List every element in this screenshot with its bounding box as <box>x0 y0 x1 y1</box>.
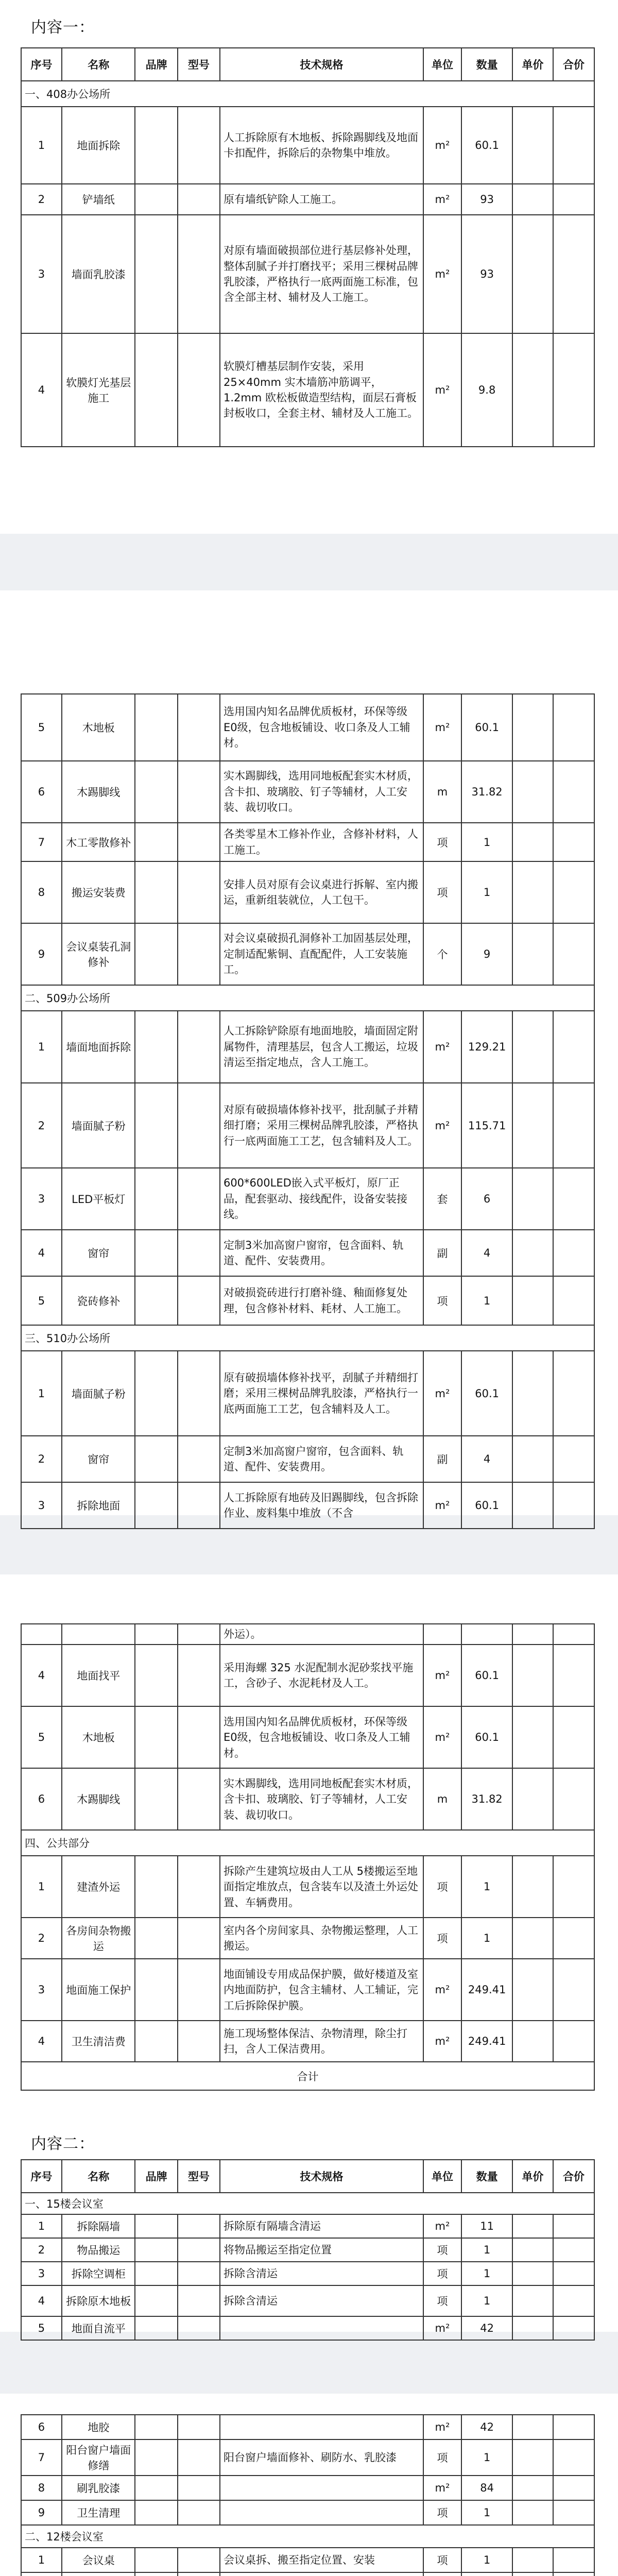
table-row <box>21 184 594 215</box>
page-gap <box>0 2332 618 2394</box>
cell-spec: 外运）。 <box>220 1624 423 1645</box>
cell-qty: 60.1 <box>461 1706 512 1768</box>
col-header: 名称 <box>62 48 135 81</box>
cell-no: 3 <box>21 2262 62 2285</box>
cell-spec: 拆除含清运 <box>220 2262 423 2285</box>
cell-qty: 249.41 <box>461 2021 512 2062</box>
section-label: 二、12楼会议室 <box>21 2525 594 2548</box>
table-row <box>21 1230 594 1276</box>
cell-spec <box>220 2476 423 2500</box>
col-header: 技术规格 <box>220 48 423 81</box>
cell-name: 窗帘 <box>62 1230 135 1276</box>
cell-spec: 阳台窗户墙面修补、刷防水、乳胶漆 <box>220 2439 423 2476</box>
total-label: 合计 <box>21 2062 594 2090</box>
table-row <box>21 2262 594 2285</box>
cell-no: 1 <box>21 1351 62 1436</box>
cell-unit: m² <box>423 333 462 447</box>
col-header: 单价 <box>512 2160 553 2193</box>
quote-table-3 <box>21 1623 595 2091</box>
table-row <box>21 2548 594 2572</box>
cell-name: 木地板 <box>62 1706 135 1768</box>
table-row <box>21 2316 594 2340</box>
cell-no: 1 <box>21 2548 62 2572</box>
cell-qty: 93 <box>461 215 512 333</box>
cell-name: 建渣外运 <box>62 1856 135 1918</box>
quote-table-5 <box>21 2414 595 2576</box>
cell-spec: 施工现场整体保洁、杂物清理，除尘打扫，含人工保洁费用。 <box>220 2021 423 2062</box>
col-header: 单位 <box>423 2160 462 2193</box>
cell-name: 瓷砖修补 <box>62 1276 135 1325</box>
section-label: 四、公共部分 <box>21 1830 594 1856</box>
cell-name: 地胶 <box>62 2415 135 2439</box>
table-row <box>21 2439 594 2476</box>
cell-name: 各房间杂物搬运 <box>62 1918 135 1959</box>
cell-unit: 项 <box>423 2262 462 2285</box>
cell-no: 2 <box>21 1083 62 1168</box>
cell-unit: 个 <box>423 923 462 985</box>
cell-qty: 129.21 <box>461 1011 512 1083</box>
col-header: 型号 <box>178 2160 220 2193</box>
cell-unit: 项 <box>423 2500 462 2525</box>
col-header: 单位 <box>423 48 462 81</box>
table-row <box>21 1083 594 1168</box>
cell-unit: 项 <box>423 2548 462 2572</box>
section-label: 一、15楼会议室 <box>21 2193 594 2214</box>
section-row <box>21 985 594 1011</box>
section-row <box>21 2525 594 2548</box>
cell-name: 拆除空调柜 <box>62 2262 135 2285</box>
cell-qty: 249.41 <box>461 1959 512 2021</box>
cell-unit: m <box>423 1768 462 1830</box>
cell-spec: 软膜灯槽基层制作安装，采用 25×40mm 实木墙筋冲筋调平，1.2mm 欧松板做造型结构，面层石膏板封板收口，全套主材、辅材及人工施工。 <box>220 333 423 447</box>
cell-spec: 安排人员对原有会议桌进行拆解、室内搬运，重新组装就位，人工包干。 <box>220 861 423 923</box>
cell-name: 木踢脚线 <box>62 1768 135 1830</box>
cell-no: 2 <box>21 2238 62 2262</box>
cell-name: 物品搬运 <box>62 2238 135 2262</box>
cell-no <box>21 2572 62 2576</box>
col-header: 序号 <box>21 2160 62 2193</box>
cell-spec: 地面铺设专用成品保护膜，做好楼道及室内地面防护，包含主辅材、人工辅证，完工后拆除保护膜。 <box>220 1959 423 2021</box>
col-header: 单价 <box>512 48 553 81</box>
table-row <box>21 1959 594 2021</box>
cell-unit: m² <box>423 694 462 761</box>
cell-unit: m² <box>423 2021 462 2062</box>
cell-name: 卫生清洁费 <box>62 2021 135 2062</box>
cell-no: 3 <box>21 215 62 333</box>
col-header: 品牌 <box>135 48 177 81</box>
cell-qty: 1 <box>461 823 512 861</box>
cell-qty: 1 <box>461 2285 512 2316</box>
cell-unit: m² <box>423 215 462 333</box>
cell-no: 8 <box>21 2476 62 2500</box>
cell-no: 5 <box>21 1706 62 1768</box>
total-row <box>21 2062 594 2090</box>
cell-unit: 项 <box>423 1276 462 1325</box>
header-row <box>21 48 594 81</box>
cell-qty: 60.1 <box>461 1645 512 1706</box>
cell-unit: m² <box>423 1482 462 1529</box>
col-header: 技术规格 <box>220 2160 423 2193</box>
cell-spec <box>220 2572 423 2576</box>
section-label: 一、408办公场所 <box>21 81 594 107</box>
page-1 <box>0 0 618 534</box>
cell-name: 墙面乳胶漆 <box>62 215 135 333</box>
cell-spec: 室内各个房间家具、杂物搬运整理，人工搬运。 <box>220 1918 423 1959</box>
cell-qty: 60.1 <box>461 107 512 184</box>
cell-name: 木踢脚线 <box>62 761 135 823</box>
cell-spec: 实木踢脚线，选用同地板配套实木材质，含卡扣、玻璃胶、钉子等辅材，人工安装、裁切收口。 <box>220 761 423 823</box>
cell-unit: m² <box>423 1083 462 1168</box>
quote-table-1 <box>21 47 595 447</box>
cell-no: 1 <box>21 1011 62 1083</box>
cell-qty: 60.1 <box>461 1351 512 1436</box>
cell-qty: 6 <box>461 1168 512 1230</box>
table-row <box>21 1768 594 1830</box>
section-label: 三、510办公场所 <box>21 1325 594 1351</box>
table-row <box>21 1645 594 1706</box>
cell-no: 9 <box>21 923 62 985</box>
col-header: 名称 <box>62 2160 135 2193</box>
cell-unit: m² <box>423 184 462 215</box>
cell-spec: 人工拆除原有地砖及旧踢脚线，包含拆除作业、废料集中堆放（不含 <box>220 1482 423 1529</box>
table-row <box>21 2214 594 2238</box>
cell-name: 墙面腻子粉 <box>62 1083 135 1168</box>
section-row <box>21 1325 594 1351</box>
table-row <box>21 1351 594 1436</box>
cell-qty: 9 <box>461 923 512 985</box>
cell-qty: 1 <box>461 2238 512 2262</box>
cell-name: 地面找平 <box>62 1645 135 1706</box>
cell-name: 软膜灯光基层施工 <box>62 333 135 447</box>
cell-unit: m² <box>423 2415 462 2439</box>
quote-table-2 <box>21 693 595 1529</box>
cell-no: 4 <box>21 2021 62 2062</box>
cell-no: 4 <box>21 2285 62 2316</box>
cell-qty: 9.8 <box>461 333 512 447</box>
cell-no: 4 <box>21 1230 62 1276</box>
cell-qty: 31.82 <box>461 1768 512 1830</box>
section-row <box>21 81 594 107</box>
cell-spec: 对会议桌破损孔洞修补工加固基层处理，定制适配紫铜、直配配件，人工安装施工。 <box>220 923 423 985</box>
cell-qty: 115.71 <box>461 1083 512 1168</box>
cell-spec <box>220 2500 423 2525</box>
content-one-title: 内容一： <box>31 19 95 37</box>
table-row <box>21 1482 594 1529</box>
table-row <box>21 1168 594 1230</box>
cell-spec: 拆除产生建筑垃圾由人工从 5楼搬运至地面指定堆放点，包含装车以及渣土外运处置、车辆费用。 <box>220 1856 423 1918</box>
cell-no: 7 <box>21 2439 62 2476</box>
table-row <box>21 107 594 184</box>
cell-unit: 项 <box>423 2238 462 2262</box>
quote-table-4 <box>21 2159 595 2341</box>
cell-unit: 项 <box>423 1918 462 1959</box>
cell-qty: 60.1 <box>461 1482 512 1529</box>
cell-spec: 定制3米加高窗户窗帘，包含面料、轨道、配件、安装费用。 <box>220 1436 423 1482</box>
cell-name: 阳台窗户墙面修缮 <box>62 2439 135 2476</box>
table-row <box>21 923 594 985</box>
table-row <box>21 1856 594 1918</box>
table-row <box>21 1706 594 1768</box>
cell-qty: 1 <box>461 1918 512 1959</box>
page-2 <box>0 590 618 1519</box>
col-header: 序号 <box>21 48 62 81</box>
cell-qty: 1 <box>461 2262 512 2285</box>
cell-unit: 项 <box>423 1856 462 1918</box>
col-header: 数量 <box>461 48 512 81</box>
cell-qty: 1 <box>461 1276 512 1325</box>
cell-qty: 31.82 <box>461 761 512 823</box>
cell-qty: 1 <box>461 2439 512 2476</box>
cell-spec: 各类零星木工修补作业，含修补材料，人工施工。 <box>220 823 423 861</box>
cell-name: 地面自流平 <box>62 2316 135 2340</box>
cell-unit: m² <box>423 107 462 184</box>
cell-name: 墙面腻子粉 <box>62 1351 135 1436</box>
cell-qty: 60.1 <box>461 694 512 761</box>
cell-no: 1 <box>21 2214 62 2238</box>
cell-unit: m <box>423 761 462 823</box>
cell-spec <box>220 2415 423 2439</box>
col-header: 品牌 <box>135 2160 177 2193</box>
cell-no: 3 <box>21 1959 62 2021</box>
cell-no: 9 <box>21 2500 62 2525</box>
cell-name: 会议桌 <box>62 2548 135 2572</box>
cell-no: 5 <box>21 694 62 761</box>
cell-spec: 原有破损墙体修补找平，刮腻子并精细打磨；采用三棵树品牌乳胶漆，严格执行一底两面施工工艺，包含辅料及人工。 <box>220 1351 423 1436</box>
cell-unit: m² <box>423 1959 462 2021</box>
cell-no: 2 <box>21 184 62 215</box>
cell-qty: 4 <box>461 1436 512 1482</box>
col-header: 合价 <box>553 2160 594 2193</box>
table-row <box>21 1011 594 1083</box>
cell-qty: 84 <box>461 2476 512 2500</box>
cell-unit: 副 <box>423 1230 462 1276</box>
cell-qty: 93 <box>461 184 512 215</box>
cell-name: 拆除隔墙 <box>62 2214 135 2238</box>
cell-unit: 项 <box>423 861 462 923</box>
cell-no: 3 <box>21 1482 62 1529</box>
page-gap <box>0 534 618 590</box>
content-two-title: 内容二： <box>31 2135 95 2153</box>
cell-spec: 采用海螺 325 水泥配制水泥砂浆找平施工，含砂子、水泥耗材及人工。 <box>220 1645 423 1706</box>
cell-unit: m² <box>423 1706 462 1768</box>
cell-unit: m² <box>423 1011 462 1083</box>
section-row <box>21 2193 594 2214</box>
cell-qty: 42 <box>461 2316 512 2340</box>
header-row <box>21 2160 594 2193</box>
cell-spec: 人工拆除原有木地板、拆除踢脚线及地面卡扣配件，拆除后的杂物集中堆放。 <box>220 107 423 184</box>
table-row <box>21 1276 594 1325</box>
cell-no: 4 <box>21 333 62 447</box>
cell-no: 8 <box>21 861 62 923</box>
table-row <box>21 2500 594 2525</box>
table-row-continued <box>21 1624 594 1645</box>
col-header: 合价 <box>553 48 594 81</box>
cell-name: 地面施工保护 <box>62 1959 135 2021</box>
table-row <box>21 2285 594 2316</box>
cell-name: 卫生清理 <box>62 2500 135 2525</box>
cell-unit: m² <box>423 1645 462 1706</box>
cell-spec: 拆除含清运 <box>220 2285 423 2316</box>
cell-name: 墙面地面拆除 <box>62 1011 135 1083</box>
cell-name: LED平板灯 <box>62 1168 135 1230</box>
cell-no: 1 <box>21 1856 62 1918</box>
cell-qty: 1 <box>461 2500 512 2525</box>
cell-spec: 对原有墙面破损部位进行基层修补处理，整体刮腻子并打磨找平；采用三棵树品牌乳胶漆，严格执行一底两面施工标准，包含全部主材、辅材及人工施工。 <box>220 215 423 333</box>
cell-spec: 原有墙纸铲除人工施工。 <box>220 184 423 215</box>
cell-no: 3 <box>21 1168 62 1230</box>
table-row <box>21 861 594 923</box>
cell-spec: 实木踢脚线，选用同地板配套实木材质，含卡扣、玻璃胶、钉子等辅材，人工安装、裁切收口。 <box>220 1768 423 1830</box>
cell-unit: m² <box>423 1351 462 1436</box>
table-row <box>21 1918 594 1959</box>
cell-spec: 对破损瓷砖进行打磨补缝、釉面修复处理，包含修补材料、耗材、人工施工。 <box>220 1276 423 1325</box>
cell-no: 5 <box>21 1276 62 1325</box>
table-row <box>21 2572 594 2576</box>
cell-unit: 副 <box>423 1436 462 1482</box>
cell-qty: 1 <box>461 2548 512 2572</box>
cell-name: 拆除原木地板 <box>62 2285 135 2316</box>
col-header: 数量 <box>461 2160 512 2193</box>
cell-qty: 1 <box>461 1856 512 1918</box>
cell-no: 1 <box>21 107 62 184</box>
table-row <box>21 2021 594 2062</box>
cell-name: 窗帘 <box>62 1436 135 1482</box>
cell-qty <box>461 2572 512 2576</box>
cell-no: 7 <box>21 823 62 861</box>
cell-unit: m² <box>423 2316 462 2340</box>
table-row <box>21 215 594 333</box>
cell-no: 4 <box>21 1645 62 1706</box>
cell-name: 拆除地面 <box>62 1482 135 1529</box>
cell-spec: 选用国内知名品牌优质板材，环保等级E0级，包含地板铺设、收口条及人工辅材。 <box>220 694 423 761</box>
cell-no: 2 <box>21 1436 62 1482</box>
section-label: 二、509办公场所 <box>21 985 594 1011</box>
cell-unit <box>423 2572 462 2576</box>
cell-name: 地面拆除 <box>62 107 135 184</box>
cell-no: 2 <box>21 1918 62 1959</box>
table-row <box>21 823 594 861</box>
table-row <box>21 761 594 823</box>
cell-name: 刷乳胶漆 <box>62 2476 135 2500</box>
cell-name: 会议桌装孔洞修补 <box>62 923 135 985</box>
table-row <box>21 694 594 761</box>
section-row <box>21 1830 594 1856</box>
cell-spec: 选用国内知名品牌优质板材，环保等级E0级，包含地板铺设、收口条及人工辅材。 <box>220 1706 423 1768</box>
table-row <box>21 333 594 447</box>
cell-no: 6 <box>21 761 62 823</box>
cell-no: 5 <box>21 2316 62 2340</box>
cell-qty: 11 <box>461 2214 512 2238</box>
table-row <box>21 2415 594 2439</box>
cell-spec: 人工拆除铲除原有地面地胶，墙面固定附属物件，清理基层，包含人工搬运，垃圾清运至指定地点，含人工施工。 <box>220 1011 423 1083</box>
col-header: 型号 <box>178 48 220 81</box>
cell-spec: 600*600LED嵌入式平板灯，原厂正品，配套驱动、接线配件，设备安装接线。 <box>220 1168 423 1230</box>
cell-spec <box>220 2316 423 2340</box>
cell-name <box>62 2572 135 2576</box>
cell-unit: m² <box>423 2476 462 2500</box>
page-3 <box>0 1574 618 2335</box>
table-row <box>21 1436 594 1482</box>
cell-unit: m² <box>423 2214 462 2238</box>
cell-qty: 4 <box>461 1230 512 1276</box>
cell-unit: 项 <box>423 823 462 861</box>
cell-unit: 项 <box>423 2439 462 2476</box>
cell-spec: 对原有破损墙体修补找平，批刮腻子并精细打磨；采用三棵树品牌乳胶漆，严格执行一底两面施工工艺，包含辅料及人工。 <box>220 1083 423 1168</box>
cell-qty: 1 <box>461 861 512 923</box>
cell-name: 搬运安装费 <box>62 861 135 923</box>
cell-name: 铲墙纸 <box>62 184 135 215</box>
page-4 <box>0 2394 618 2576</box>
cell-spec: 会议桌拆、搬至指定位置、安装 <box>220 2548 423 2572</box>
cell-unit: 套 <box>423 1168 462 1230</box>
cell-qty: 42 <box>461 2415 512 2439</box>
cell-spec: 定制3米加高窗户窗帘，包含面料、轨道、配件、安装费用。 <box>220 1230 423 1276</box>
cell-name: 木地板 <box>62 694 135 761</box>
table-row <box>21 2238 594 2262</box>
cell-unit: 项 <box>423 2285 462 2316</box>
table-row <box>21 2476 594 2500</box>
cell-no: 6 <box>21 1768 62 1830</box>
cell-no: 6 <box>21 2415 62 2439</box>
cell-name: 木工零散修补 <box>62 823 135 861</box>
cell-spec: 拆除原有隔墙含清运 <box>220 2214 423 2238</box>
cell-spec: 将物品搬运至指定位置 <box>220 2238 423 2262</box>
